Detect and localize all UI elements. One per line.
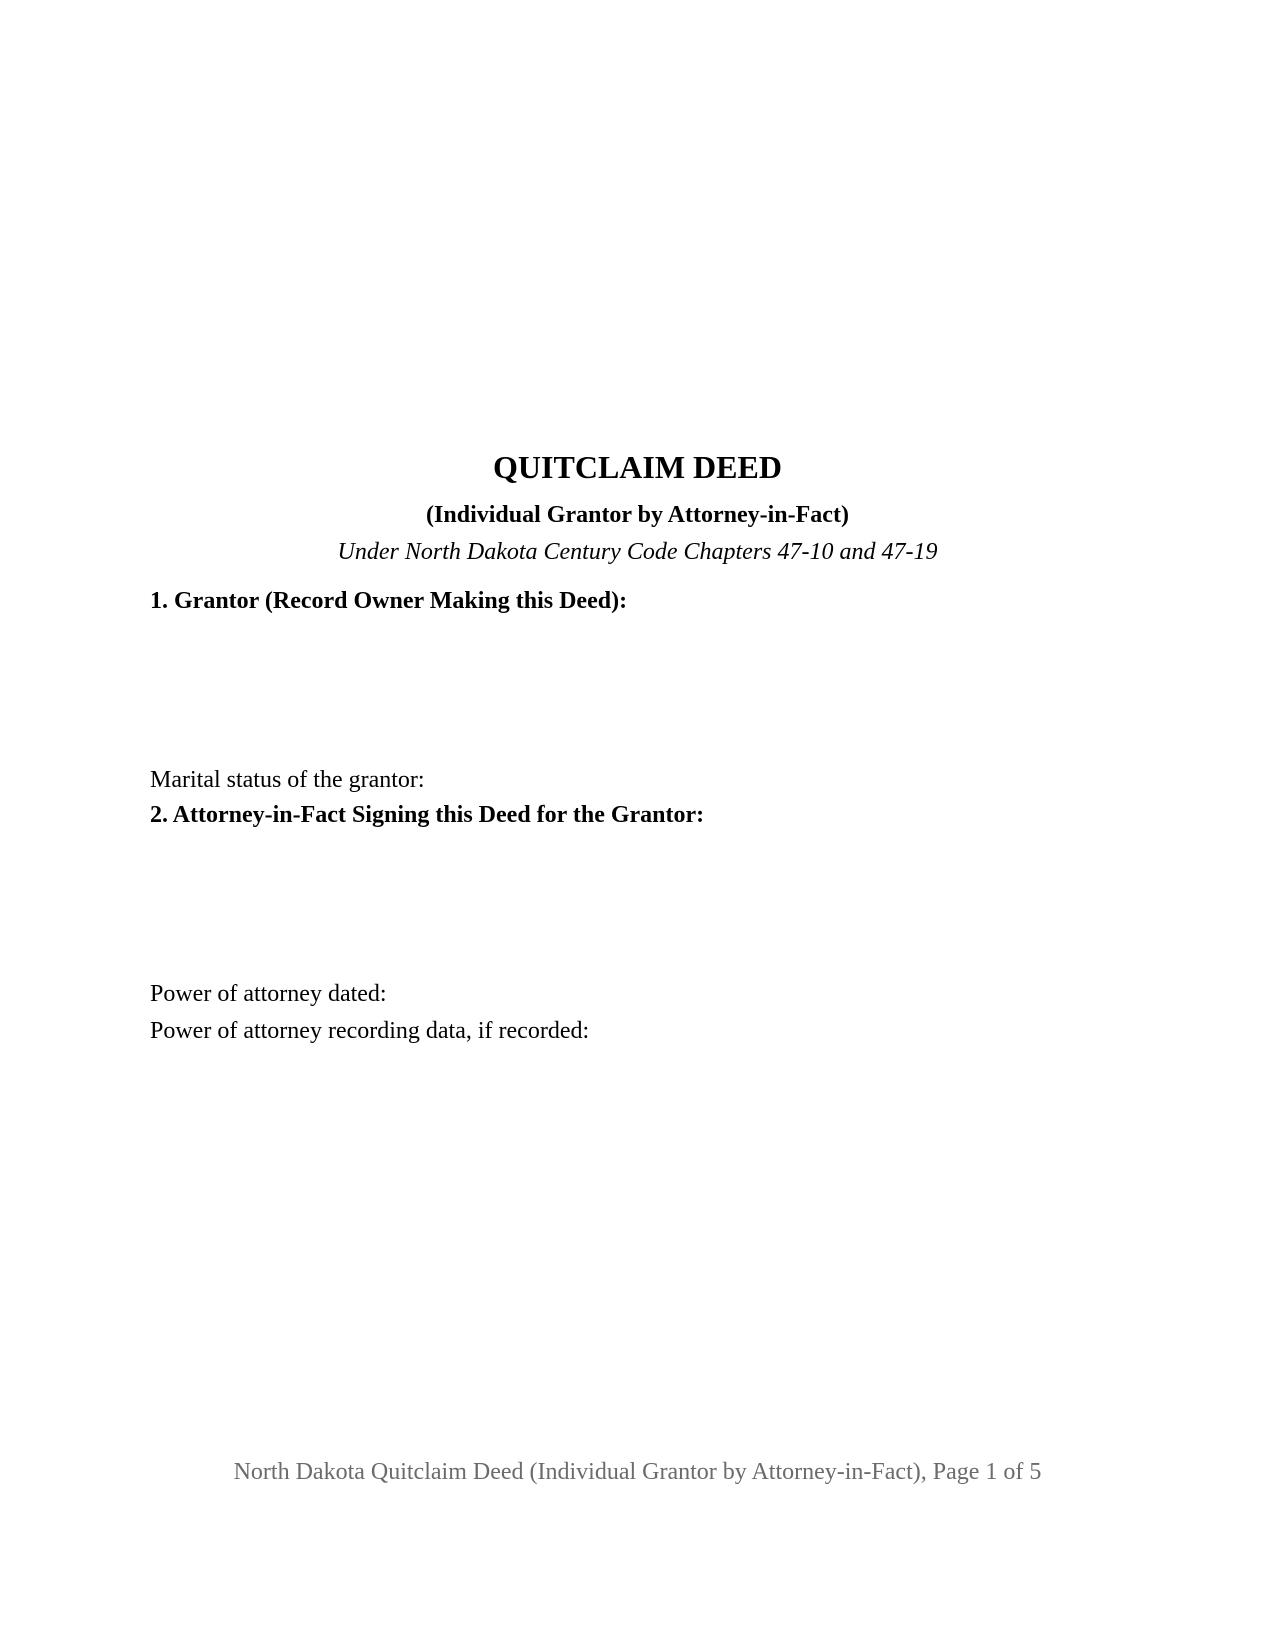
section-1-heading: 1. Grantor (Record Owner Making this Deed): [150, 588, 628, 614]
page-footer: North Dakota Quitclaim Deed (Individual Grantor by Attorney-in-Fact), Page 1 of 5 [233, 1459, 1042, 1485]
statute-reference: Under North Dakota Century Code Chapters 47-10 and 47-19 [337, 539, 938, 565]
document-subtitle: (Individual Grantor by Attorney-in-Fact) [426, 502, 849, 528]
poa-recording-label: Power of attorney recording data, if recorded: [150, 1018, 590, 1044]
section-2-heading: 2. Attorney-in-Fact Signing this Deed for the Grantor: [150, 802, 705, 828]
poa-dated-label: Power of attorney dated: [150, 981, 387, 1007]
document-title: QUITCLAIM DEED [493, 449, 782, 485]
marital-status-label: Marital status of the grantor: [150, 767, 425, 793]
